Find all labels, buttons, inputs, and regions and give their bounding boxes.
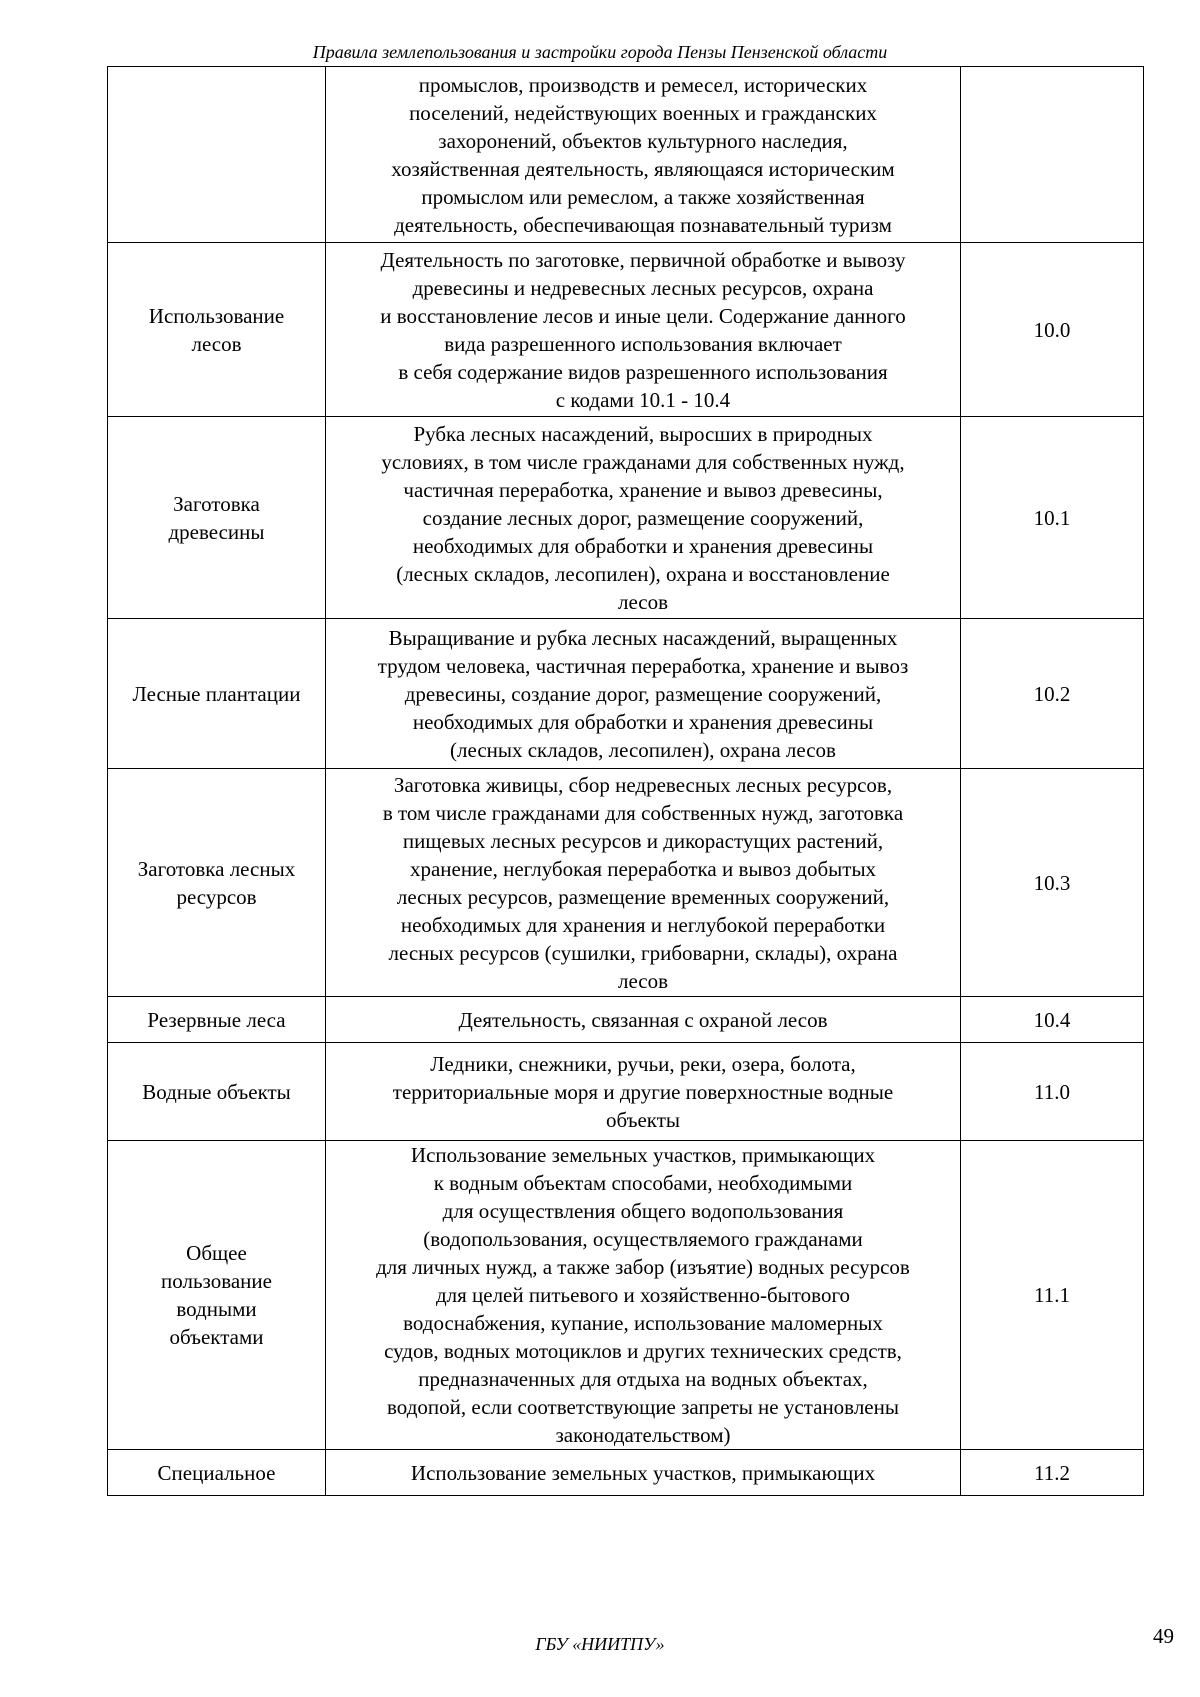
use-type-name-line: Использование (148, 303, 285, 328)
table-row (108, 67, 1144, 243)
use-type-description-line: для осуществления общего водопользования (442, 1199, 844, 1223)
page-header: Правила землепользования и застройки города Пензы Пензенской области (312, 42, 888, 62)
use-type-name-line: древесины (168, 519, 265, 544)
use-type-description-cell (326, 243, 961, 417)
table-row (108, 1043, 1144, 1141)
use-type-description-cell (326, 417, 961, 619)
use-type-description-line: промыслов, производств и ремесел, исторических (418, 72, 868, 97)
use-type-description-cell (326, 1141, 961, 1450)
use-type-description-line: водоснабжения, купание, использование маломерных (403, 1311, 883, 1335)
use-type-name-line: Заготовка лесных (137, 856, 296, 881)
use-type-name-line: Специальное (157, 1460, 276, 1485)
use-type-code-cell: 10.3 (961, 769, 1144, 997)
use-type-description-line: Ледники, снежники, ручьи, реки, озера, болота, (430, 1051, 856, 1076)
use-type-description-line: в себя содержание видов разрешенного использования (398, 359, 888, 384)
use-type-description-line: Выращивание и рубка лесных насаждений, выращенных (388, 625, 898, 650)
use-type-description-line: захоронений, объектов культурного наследия, (438, 128, 848, 153)
use-type-name-cell (108, 1141, 326, 1450)
use-type-description-line: судов, водных мотоциклов и других технических средств, (384, 1339, 902, 1363)
use-type-description-line: для личных нужд, а также забор (изъятие) водных ресурсов (376, 1255, 910, 1279)
table-body (108, 67, 1144, 1496)
use-type-name-cell (108, 243, 326, 417)
use-type-description-line: для целей питьевого и хозяйственно-бытового (435, 1283, 851, 1307)
use-type-description-line: к водным объектам способами, необходимыми (433, 1171, 853, 1195)
page-number: 49 (1153, 1624, 1174, 1648)
use-type-description-line: трудом человека, частичная переработка, хранение и вывоз (377, 653, 909, 678)
table-row (108, 619, 1144, 769)
use-type-description-line: водопой, если соответствующие запреты не установлены (387, 1395, 899, 1419)
use-type-code-cell: 10.2 (961, 619, 1144, 769)
use-type-code-cell: 10.1 (961, 417, 1144, 619)
use-type-description-line: и восстановление лесов и иные цели. Содержание данного (380, 303, 906, 328)
table-row (108, 997, 1144, 1043)
use-type-description-line: территориальные моря и другие поверхностные водные (392, 1079, 894, 1104)
use-type-description-cell (326, 769, 961, 997)
use-type-description-line: хранение, неглубокая переработка и вывоз добытых (409, 856, 877, 881)
table-row (108, 417, 1144, 619)
use-type-name-cell (108, 997, 326, 1043)
use-type-description-line: поселений, недействующих военных и гражданских (409, 100, 877, 125)
use-type-name-cell (108, 769, 326, 997)
use-type-description-cell (326, 997, 961, 1043)
use-type-description-line: предназначенных для отдыха на водных объектах, (418, 1367, 868, 1391)
table-row (108, 1141, 1144, 1450)
use-type-description-line: вида разрешенного использования включает (444, 331, 842, 356)
use-type-description-cell (326, 619, 961, 769)
use-type-name-line: Резервные леса (147, 1007, 286, 1032)
use-type-description-line: древесины и недревесных лесных ресурсов, охрана (412, 275, 874, 300)
page-footer: ГБУ «НИИТПУ» (535, 1634, 665, 1654)
use-type-description-line: лесов (617, 589, 669, 614)
use-type-name-cell (108, 67, 326, 243)
use-type-description-cell (326, 1450, 961, 1496)
use-type-description-line: лесных ресурсов, размещение временных сооружений, (396, 884, 890, 909)
use-type-code-cell (961, 67, 1144, 243)
use-type-description-line: хозяйственная деятельность, являющаяся историческим (391, 156, 895, 181)
use-type-code-cell: 10.4 (961, 997, 1144, 1043)
use-type-description-line: Деятельность, связанная с охраной лесов (458, 1007, 828, 1032)
use-type-name-line: Заготовка (173, 491, 260, 516)
use-type-description-line: Рубка лесных насаждений, выросших в природных (413, 421, 873, 446)
use-type-description-line: древесины, создание дорог, размещение сооружений, (404, 681, 882, 706)
use-type-name-line: Лесные плантации (132, 681, 301, 706)
use-type-description-cell (326, 67, 961, 243)
land-use-table (107, 66, 1144, 1496)
use-type-description-line: (водопользования, осуществляемого гражданами (423, 1227, 863, 1251)
use-type-description-line: в том числе гражданами для собственных нужд, заготовка (382, 800, 904, 825)
use-type-description-line: с кодами 10.1 - 10.4 (555, 387, 731, 412)
use-type-description-line: (лесных складов, лесопилен), охрана лесов (450, 737, 836, 762)
use-type-name-line: пользование (161, 1269, 272, 1293)
use-type-description-line: необходимых для обработки и хранения древесины (412, 709, 874, 734)
use-type-description-line: Деятельность по заготовке, первичной обработке и вывозу (380, 247, 906, 272)
use-type-name-line: Общее (186, 1241, 247, 1265)
use-type-code-cell: 11.0 (961, 1043, 1144, 1141)
table-row (108, 243, 1144, 417)
use-type-description-line: лесных ресурсов (сушилки, грибоварни, склады), охрана (388, 940, 898, 965)
use-type-description-line: Использование земельных участков, примыкающих (410, 1143, 876, 1167)
use-type-description-line: законодательством) (555, 1423, 731, 1447)
use-type-code-cell: 10.0 (961, 243, 1144, 417)
use-type-description-line: лесов (617, 968, 669, 993)
use-type-name-line: объектами (169, 1325, 264, 1349)
use-type-description-line: необходимых для хранения и неглубокой переработки (400, 912, 886, 937)
use-type-name-cell (108, 1043, 326, 1141)
use-type-name-line: водными (176, 1297, 257, 1321)
use-type-code-cell: 11.2 (961, 1450, 1144, 1496)
use-type-name-line: ресурсов (176, 884, 257, 909)
table-row (108, 1450, 1144, 1496)
use-type-description-line: деятельность, обеспечивающая познавательный туризм (394, 212, 892, 237)
use-type-name-cell (108, 619, 326, 769)
use-type-description-line: условиях, в том числе гражданами для собственных нужд, (381, 449, 905, 474)
use-type-name-line: Водные объекты (142, 1079, 291, 1104)
use-type-name-line: лесов (191, 331, 242, 356)
use-type-description-cell (326, 1043, 961, 1141)
use-type-code-cell: 11.1 (961, 1141, 1144, 1450)
use-type-description-line: пищевых лесных ресурсов и дикорастущих растений, (402, 828, 884, 853)
use-type-name-cell (108, 417, 326, 619)
use-type-name-cell (108, 1450, 326, 1496)
use-type-description-line: промыслом или ремеслом, а также хозяйственная (421, 184, 865, 209)
use-type-description-line: объекты (605, 1107, 681, 1132)
use-type-description-line: создание лесных дорог, размещение сооружений, (422, 505, 864, 530)
use-type-description-line: (лесных складов, лесопилен), охрана и восстановление (396, 561, 890, 586)
use-type-description-line: Заготовка живицы, сбор недревесных лесных ресурсов, (393, 772, 893, 797)
table-row (108, 769, 1144, 997)
use-type-description-line: Использование земельных участков, примыкающих (410, 1460, 876, 1485)
use-type-description-line: необходимых для обработки и хранения древесины (412, 533, 874, 558)
use-type-description-line: частичная переработка, хранение и вывоз древесины, (403, 477, 883, 502)
